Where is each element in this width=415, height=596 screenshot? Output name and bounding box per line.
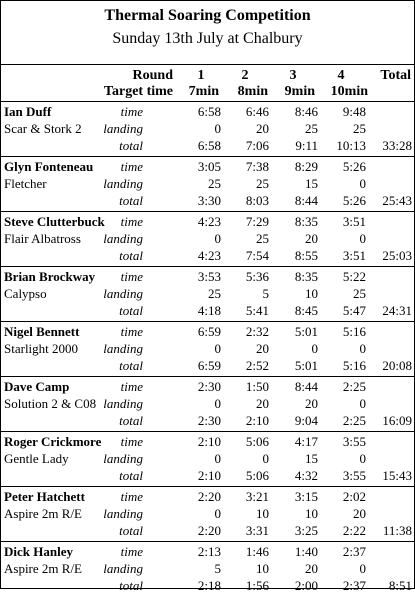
total-label: total	[119, 248, 143, 263]
time-value: 3:05	[197, 159, 221, 174]
landing-value: 20	[256, 396, 269, 411]
model-name: Fletcher	[4, 176, 47, 191]
time-value: 4:23	[197, 214, 221, 229]
pilot-name: Glyn Fonteneau	[4, 159, 94, 174]
landing-value: 0	[359, 561, 366, 576]
time-value: 8:35	[294, 214, 318, 229]
landing-label: landing	[103, 176, 143, 191]
grand-total-value: 25:03	[382, 248, 412, 263]
landing-value: 0	[311, 341, 318, 356]
total-label: total	[119, 413, 143, 428]
target-time-label: Target time	[103, 84, 173, 99]
landing-value: 20	[256, 341, 269, 356]
target-2: 8min	[237, 84, 268, 99]
pilot-block	[1, 102, 414, 157]
landing-value: 20	[305, 231, 318, 246]
round-total-value: 4:32	[294, 468, 318, 483]
pilot-list	[1, 102, 414, 596]
target-1: 7min	[188, 84, 219, 99]
target-4: 10min	[330, 84, 368, 99]
time-value: 3:15	[294, 489, 318, 504]
time-row	[1, 378, 414, 395]
time-value: 2:30	[197, 379, 221, 394]
landing-value: 10	[305, 286, 318, 301]
round-total-value: 2:18	[197, 578, 221, 593]
pilot-block	[1, 487, 414, 542]
landing-label: landing	[103, 231, 143, 246]
round-total-value: 2:30	[197, 413, 221, 428]
round-total-value: 3:25	[294, 523, 318, 538]
time-row	[1, 268, 414, 285]
grand-total-value: 24:31	[382, 303, 412, 318]
time-value: 8:29	[294, 159, 318, 174]
time-row	[1, 488, 414, 505]
round-total-value: 2:22	[342, 523, 366, 538]
round-total-value: 4:23	[197, 248, 221, 263]
pilot-name: Steve Clutterbuck	[4, 214, 105, 229]
pilot-block	[1, 432, 414, 487]
landing-value: 25	[256, 231, 269, 246]
round-total-value: 5:16	[342, 358, 366, 373]
landing-value: 0	[359, 176, 366, 191]
round-total-value: 3:55	[342, 468, 366, 483]
landing-value: 5	[262, 286, 269, 301]
time-value: 4:17	[294, 434, 318, 449]
landing-row	[1, 340, 414, 357]
time-value: 9:48	[342, 104, 366, 119]
round-1-label: 1	[197, 68, 205, 83]
total-row	[1, 467, 414, 484]
pilot-name: Dave Camp	[4, 379, 70, 394]
total-row	[1, 192, 414, 209]
time-value: 5:22	[342, 269, 366, 284]
round-total-value: 8:03	[245, 193, 269, 208]
landing-value: 25	[305, 121, 318, 136]
time-row	[1, 213, 414, 230]
pilot-name: Peter Hatchett	[4, 489, 85, 504]
model-name: Flair Albatross	[4, 231, 81, 246]
time-value: 8:46	[294, 104, 318, 119]
landing-row	[1, 175, 414, 192]
time-label: time	[120, 269, 143, 284]
round-total-value: 3:30	[197, 193, 221, 208]
pilot-block	[1, 157, 414, 212]
time-value: 2:20	[197, 489, 221, 504]
landing-row	[1, 560, 414, 577]
round-total-value: 6:58	[197, 138, 221, 153]
sheet-header	[1, 1, 414, 65]
landing-value: 0	[214, 341, 221, 356]
time-value: 7:29	[245, 214, 269, 229]
round-total-value: 2:37	[342, 578, 366, 593]
time-label: time	[120, 214, 143, 229]
total-row	[1, 412, 414, 429]
total-label: total	[119, 468, 143, 483]
round-4-label: 4	[337, 68, 345, 83]
pilot-name: Ian Duff	[4, 104, 52, 119]
pilot-name: Dick Hanley	[4, 544, 73, 559]
landing-row	[1, 450, 414, 467]
round-3-label: 3	[289, 68, 297, 83]
landing-value: 25	[256, 176, 269, 191]
round-total-value: 3:31	[245, 523, 269, 538]
grand-total-value: 11:38	[382, 523, 412, 538]
column-header	[1, 65, 414, 102]
round-header-row	[1, 67, 414, 84]
total-row	[1, 247, 414, 264]
total-row	[1, 522, 414, 539]
landing-value: 0	[214, 451, 221, 466]
time-value: 7:38	[245, 159, 269, 174]
round-total-value: 2:00	[294, 578, 318, 593]
time-label: time	[120, 434, 143, 449]
model-name: Gentle Lady	[4, 451, 69, 466]
round-2-label: 2	[241, 68, 249, 83]
landing-value: 25	[353, 121, 366, 136]
time-value: 8:44	[294, 379, 318, 394]
total-row	[1, 137, 414, 154]
pilot-name: Nigel Bennett	[4, 324, 80, 339]
landing-value: 10	[305, 506, 318, 521]
landing-value: 15	[305, 451, 318, 466]
time-value: 6:46	[245, 104, 269, 119]
target-3: 9min	[284, 84, 315, 99]
model-name: Calypso	[4, 286, 47, 301]
round-total-value: 2:25	[342, 413, 366, 428]
landing-value: 20	[305, 396, 318, 411]
landing-value: 0	[214, 506, 221, 521]
model-name: Scar & Stork 2	[4, 121, 82, 136]
page-title: Thermal Soaring Competition	[104, 7, 311, 24]
round-total-value: 8:44	[294, 193, 318, 208]
model-name: Aspire 2m R/E	[4, 561, 82, 576]
landing-row	[1, 230, 414, 247]
time-value: 2:25	[342, 379, 366, 394]
pilot-block	[1, 212, 414, 267]
landing-value: 20	[353, 506, 366, 521]
landing-value: 10	[256, 561, 269, 576]
grand-total-value: 33:28	[382, 138, 412, 153]
landing-value: 0	[359, 451, 366, 466]
landing-row	[1, 395, 414, 412]
landing-label: landing	[103, 506, 143, 521]
round-total-value: 9:04	[294, 413, 318, 428]
pilot-name: Brian Brockway	[4, 269, 96, 284]
landing-value: 0	[214, 396, 221, 411]
time-value: 3:55	[342, 434, 366, 449]
round-total-value: 2:10	[197, 468, 221, 483]
total-row	[1, 577, 414, 594]
round-total-value: 2:20	[197, 523, 221, 538]
time-value: 5:06	[245, 434, 269, 449]
round-total-value: 4:18	[197, 303, 221, 318]
round-total-value: 5:41	[245, 303, 269, 318]
time-value: 3:51	[342, 214, 366, 229]
time-row	[1, 158, 414, 175]
model-name: Solution 2 & C08	[4, 396, 97, 411]
landing-row	[1, 285, 414, 302]
grand-total-value: 15:43	[382, 468, 412, 483]
round-total-value: 5:06	[245, 468, 269, 483]
round-total-value: 2:10	[245, 413, 269, 428]
model-name: Starlight 2000	[4, 341, 79, 356]
landing-label: landing	[103, 341, 143, 356]
landing-value: 20	[305, 561, 318, 576]
time-row	[1, 323, 414, 340]
landing-value: 0	[359, 396, 366, 411]
grand-total-value: 25:43	[382, 193, 412, 208]
landing-label: landing	[103, 286, 143, 301]
time-value: 5:01	[294, 324, 318, 339]
landing-value: 0	[359, 341, 366, 356]
round-total-value: 5:01	[294, 358, 318, 373]
time-label: time	[120, 544, 143, 559]
round-total-value: 3:51	[342, 248, 366, 263]
time-label: time	[120, 489, 143, 504]
landing-value: 0	[262, 451, 269, 466]
pilot-block	[1, 322, 414, 377]
total-label: total	[119, 138, 143, 153]
time-value: 1:46	[245, 544, 269, 559]
landing-value: 20	[256, 121, 269, 136]
time-value: 5:16	[342, 324, 366, 339]
target-header-row	[1, 83, 414, 100]
landing-value: 25	[353, 286, 366, 301]
time-value: 6:58	[197, 104, 221, 119]
landing-value: 25	[208, 286, 221, 301]
round-total-value: 6:59	[197, 358, 221, 373]
round-total-value: 7:06	[245, 138, 269, 153]
total-row	[1, 302, 414, 319]
time-value: 1:50	[245, 379, 269, 394]
round-total-value: 9:11	[295, 138, 318, 153]
time-label: time	[120, 159, 143, 174]
time-value: 2:10	[197, 434, 221, 449]
total-label: total	[119, 523, 143, 538]
time-value: 5:26	[342, 159, 366, 174]
round-total-value: 2:52	[245, 358, 269, 373]
total-label: total	[119, 193, 143, 208]
landing-row	[1, 505, 414, 522]
pilot-block	[1, 377, 414, 432]
time-value: 6:59	[197, 324, 221, 339]
landing-value: 0	[214, 231, 221, 246]
landing-value: 0	[214, 121, 221, 136]
pilot-name: Roger Crickmore	[4, 434, 102, 449]
round-total-value: 7:54	[245, 248, 269, 263]
pilot-block	[1, 267, 414, 322]
round-total-value: 1:56	[245, 578, 269, 593]
landing-value: 0	[359, 231, 366, 246]
landing-value: 5	[214, 561, 221, 576]
time-label: time	[120, 324, 143, 339]
total-row	[1, 357, 414, 374]
model-name: Aspire 2m R/E	[4, 506, 82, 521]
time-value: 2:02	[342, 489, 366, 504]
time-row	[1, 103, 414, 120]
time-value: 3:53	[197, 269, 221, 284]
total-label: total	[119, 303, 143, 318]
time-row	[1, 543, 414, 560]
time-value: 3:21	[245, 489, 269, 504]
landing-label: landing	[103, 561, 143, 576]
grand-total-value: 8:51	[388, 578, 412, 593]
round-total-value: 5:47	[342, 303, 366, 318]
pilot-block	[1, 542, 414, 596]
time-value: 2:37	[342, 544, 366, 559]
landing-label: landing	[103, 396, 143, 411]
page-subtitle: Sunday 13th July at Chalbury	[112, 30, 303, 47]
landing-value: 10	[256, 506, 269, 521]
grand-total-value: 16:09	[382, 413, 412, 428]
time-value: 8:35	[294, 269, 318, 284]
time-value: 2:13	[197, 544, 221, 559]
total-label: total	[119, 358, 143, 373]
landing-label: landing	[103, 451, 143, 466]
round-total-value: 8:55	[294, 248, 318, 263]
landing-value: 25	[208, 176, 221, 191]
time-value: 1:40	[294, 544, 318, 559]
total-label: total	[119, 578, 143, 593]
time-value: 2:32	[245, 324, 269, 339]
time-row	[1, 433, 414, 450]
round-total-value: 8:45	[294, 303, 318, 318]
landing-value: 15	[305, 176, 318, 191]
grand-total-value: 20:08	[382, 358, 412, 373]
round-total-value: 5:26	[342, 193, 366, 208]
total-label: Total	[380, 68, 411, 83]
time-value: 5:36	[245, 269, 269, 284]
time-label: time	[120, 104, 143, 119]
round-total-value: 10:13	[336, 138, 366, 153]
time-label: time	[120, 379, 143, 394]
landing-row	[1, 120, 414, 137]
round-label: Round	[132, 68, 173, 83]
landing-label: landing	[103, 121, 143, 136]
